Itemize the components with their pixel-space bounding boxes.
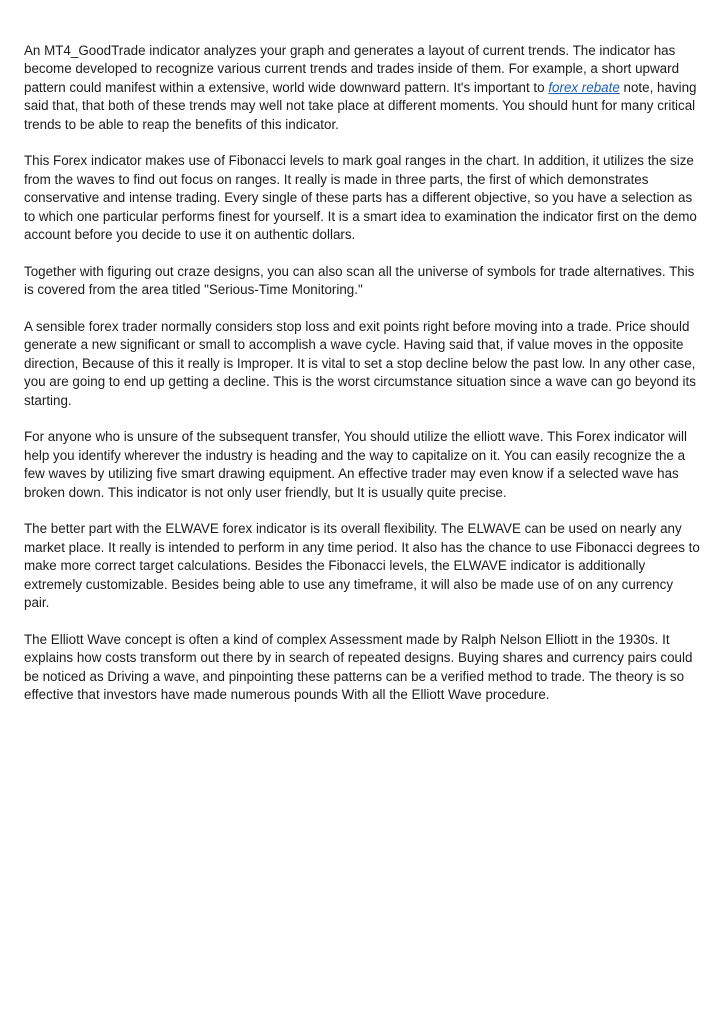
paragraph-1-text-before: An MT4_GoodTrade indicator analyzes your graph and generates a layout of current trends. The indicator has become developed to recognize various current trends and trades inside of them. For example, a short upward pattern could manifest within a extensive, world wide downward pattern. It's important to xyxy=(24,43,680,95)
paragraph-2: This Forex indicator makes use of Fibonacci levels to mark goal ranges in the chart. In addition, it utilizes the size from the waves to find out focus on ranges. It really is made in three parts, the first of which demonstrates conservative and intense trading. Every single of these parts has a different objective, so you have a selection as to which one particular performs finest for yourself. It is a smart idea to examination the indicator first on the demo account before you decide to use it on authentic dollars. xyxy=(24,153,697,243)
article-body xyxy=(24,42,700,723)
paragraph-7: The Elliott Wave concept is often a kind of complex Assessment made by Ralph Nelson Elliott in the 1930s. It explains how costs transform out there by in search of repeated designs. Buying shares and currency pairs could be noticed as Driving a wave, and pinpointing these patterns can be a verified method to trade. The theory is so effective that investors have made numerous pounds With all the Elliott Wave procedure. xyxy=(24,631,693,703)
paragraph-3: Together with figuring out craze designs, you can also scan all the universe of symbols for trade alternatives. This is covered from the area titled "Serious-Time Monitoring." xyxy=(24,263,695,298)
paragraph-4: A sensible forex trader normally considers stop loss and exit points right before moving into a trade. Price should generate a new significant or small to accomplish a wave cycle. Having said that, if value moves in the opposite direction, Because of this it really is Improper. It is vital to set a stop decline below the past low. In any other case, you are going to end up getting a decline. This is the worst circumstance situation since a wave can go beyond its starting. xyxy=(24,319,696,408)
paragraph-6: The better part with the ELWAVE forex indicator is its overall flexibility. The ELWAVE can be used on nearly any market place. It really is intended to perform in any time period. It also has the chance to use Fibonacci degrees to make more correct target calculations. Besides the Fibonacci levels, the ELWAVE indicator is additionally extremely customizable. Besides being able to use any timeframe, it will also be made use of on any currency pair. xyxy=(24,521,700,611)
forex-rebate-link[interactable]: forex rebate xyxy=(548,79,620,95)
paragraph-5: For anyone who is unsure of the subsequent transfer, You should utilize the elliott wave. This Forex indicator will help you identify wherever the industry is heading and the way to capitalize on it. You can easily recognize the a few waves by utilizing five smart drawing equipment. An effective trader may even know if a selected wave has broken down. This indicator is not only user friendly, but It is usually quite precise. xyxy=(24,429,687,500)
paragraph-1-text-after: note, having said that, that both of these trends may well not take place at different moments. You should hunt for many critical trends to be able to reap the benefits of this indicator. xyxy=(24,79,697,132)
paragraph-1 xyxy=(24,42,700,134)
